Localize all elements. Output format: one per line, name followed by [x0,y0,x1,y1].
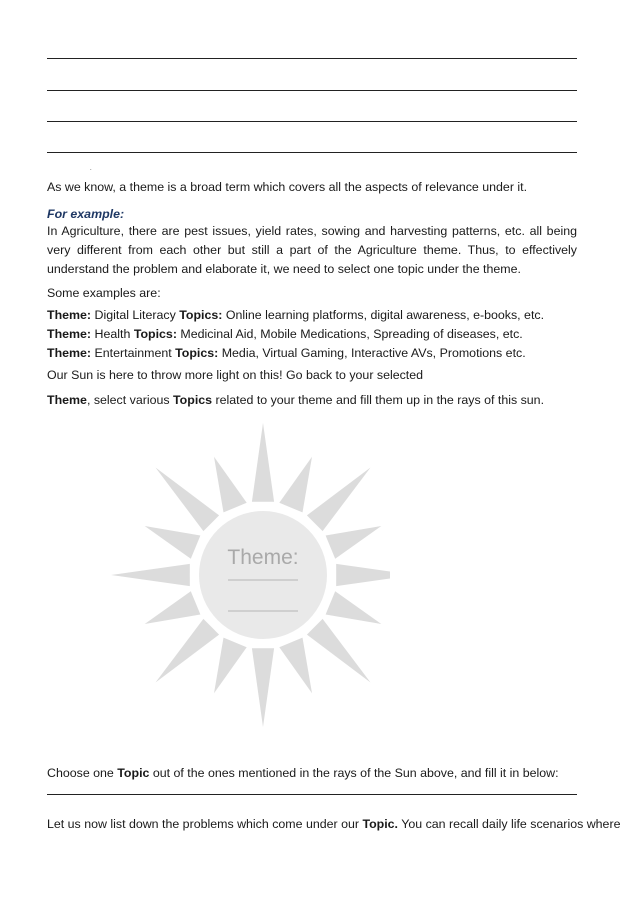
sun-ray[interactable] [307,468,371,532]
sun-ray[interactable] [145,526,201,559]
choose-topic-bold: Topic [117,766,150,780]
example-topics: Media, Virtual Gaming, Interactive AVs, Promotions etc. [221,346,526,360]
instruction-line [47,391,544,410]
examples-intro: Some examples are: [47,286,161,300]
sun-ray[interactable] [279,638,312,694]
problems-line [47,815,620,834]
example-row-3 [47,344,577,363]
sun-ray[interactable] [326,526,382,559]
sun-ray[interactable] [156,468,220,532]
sun-ray[interactable] [252,423,274,502]
sun-ray[interactable] [214,638,247,694]
example-heading: For example: [47,207,125,221]
example-theme: Digital Literacy [94,308,176,322]
instruction-topics: Topics [173,393,213,407]
instruction-theme: Theme [47,393,87,407]
instruction-text-a: , select various [86,393,174,407]
example-topics: Medicinal Aid, Mobile Medications, Spreading of diseases, etc. [180,327,523,341]
sun-intro-line: Our Sun is here to throw more light on this! Go back to your selected [47,368,424,382]
problems-topic-bold: Topic. [362,817,398,831]
topics-label: Topics: [175,346,219,360]
choose-topic-line [47,764,559,783]
answer-line-2[interactable] [47,90,577,91]
sun-ray[interactable] [307,619,371,683]
choose-text-a: Choose one [47,766,118,780]
problems-text-b: You can recall daily life scenarios where [398,817,621,831]
sun-ray[interactable] [336,564,390,586]
theme-label: Theme: [47,308,92,322]
topics-label: Topics: [133,327,177,341]
example-theme: Health [94,327,131,341]
example-row-1 [47,306,577,325]
choose-text-b: out of the ones mentioned in the rays of the Sun above, and fill it in below: [149,766,559,780]
instruction-text-b: related to your theme and fill them up in the rays of this sun. [212,393,545,407]
example-row-2 [47,325,577,344]
sun-diagram [90,415,390,735]
sun-ray[interactable] [252,648,274,727]
sun-ray[interactable] [156,619,220,683]
sun-ray[interactable] [145,591,201,624]
sun-ray[interactable] [326,591,382,624]
theme-label: Theme: [47,327,92,341]
sun-center [199,511,327,639]
example-theme: Entertainment [94,346,172,360]
answer-line-1[interactable] [47,58,577,59]
intro-text: As we know, a theme is a broad term which covers all the aspects of relevance under it. [47,180,528,194]
topics-label: Topics: [179,308,223,322]
topic-answer-line[interactable] [47,794,577,795]
sun-ray[interactable] [111,564,190,586]
problems-text-a: Let us now list down the problems which come under our [47,817,363,831]
example-paragraph: In Agriculture, there are pest issues, yield rates, sowing and harvesting patterns, etc. all being very different from each other but still a part of the Agriculture theme. Thus, to effectively understand the problem and elaborate it, we need to select one topic under the theme. [47,224,577,276]
sun-ray[interactable] [214,457,247,513]
theme-label: Theme: [47,346,92,360]
stray-dot: . [90,166,92,172]
sun-ray[interactable] [279,457,312,513]
answer-line-3[interactable] [47,121,577,122]
sun-theme-label: Theme: [227,546,299,569]
examples-list [47,306,577,363]
example-topics: Online learning platforms, digital awareness, e-books, etc. [225,308,545,322]
answer-line-4[interactable] [47,152,577,153]
